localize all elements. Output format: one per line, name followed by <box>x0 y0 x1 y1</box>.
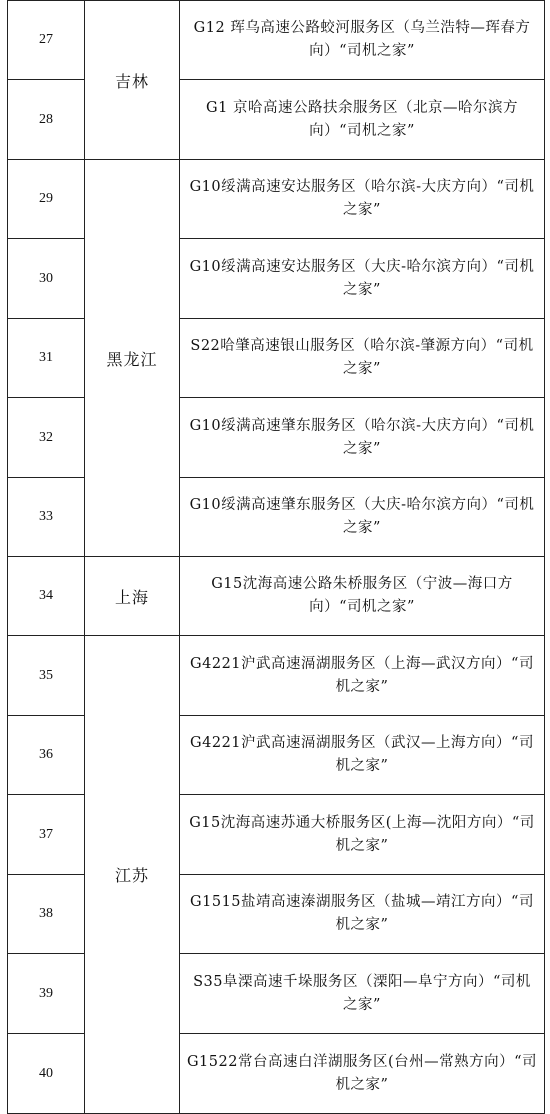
table-row <box>8 636 545 716</box>
service-area-table <box>7 0 545 1114</box>
row-number: 36 <box>8 716 85 795</box>
row-number: 30 <box>8 239 85 319</box>
table-row <box>8 557 545 636</box>
row-number: 35 <box>8 636 85 716</box>
table-row <box>8 160 545 239</box>
row-number: 38 <box>8 875 85 954</box>
service-area-name: G10绥满高速肇东服务区（哈尔滨-大庆方向）“司机之家” <box>180 398 545 478</box>
service-area-name: G4221沪武高速滆湖服务区（武汉—上海方向）“司机之家” <box>180 716 545 795</box>
table-row <box>8 1 545 80</box>
service-area-name: G1522常台高速白洋湖服务区(台州—常熟方向）“司机之家” <box>180 1034 545 1114</box>
service-area-name: G12 珲乌高速公路蛟河服务区（乌兰浩特—珲春方向）“司机之家” <box>180 1 545 80</box>
row-number: 29 <box>8 160 85 239</box>
row-number: 31 <box>8 319 85 398</box>
service-area-name: S22哈肇高速银山服务区（哈尔滨-肇源方向）“司机之家” <box>180 319 545 398</box>
service-area-name: S35阜溧高速千垛服务区（溧阳—阜宁方向）“司机之家” <box>180 954 545 1034</box>
service-area-name: G15沈海高速苏通大桥服务区(上海—沈阳方向）“司机之家” <box>180 795 545 875</box>
row-number: 33 <box>8 478 85 557</box>
row-number: 37 <box>8 795 85 875</box>
province-cell: 吉林 <box>85 1 180 160</box>
service-area-name: G1515盐靖高速溱湖服务区（盐城—靖江方向）“司机之家” <box>180 875 545 954</box>
row-number: 40 <box>8 1034 85 1114</box>
province-cell: 黑龙江 <box>85 160 180 557</box>
province-cell: 上海 <box>85 557 180 636</box>
row-number: 32 <box>8 398 85 478</box>
province-cell: 江苏 <box>85 636 180 1114</box>
service-area-name: G10绥满高速安达服务区（大庆-哈尔滨方向）“司机之家” <box>180 239 545 319</box>
service-area-name: G10绥满高速肇东服务区（大庆-哈尔滨方向）“司机之家” <box>180 478 545 557</box>
service-area-name: G10绥满高速安达服务区（哈尔滨-大庆方向）“司机之家” <box>180 160 545 239</box>
row-number: 28 <box>8 80 85 160</box>
row-number: 39 <box>8 954 85 1034</box>
service-area-name: G1 京哈高速公路扶余服务区（北京—哈尔滨方向）“司机之家” <box>180 80 545 160</box>
row-number: 27 <box>8 1 85 80</box>
service-area-name: G4221沪武高速滆湖服务区（上海—武汉方向）“司机之家” <box>180 636 545 716</box>
service-area-name: G15沈海高速公路朱桥服务区（宁波—海口方向）“司机之家” <box>180 557 545 636</box>
row-number: 34 <box>8 557 85 636</box>
